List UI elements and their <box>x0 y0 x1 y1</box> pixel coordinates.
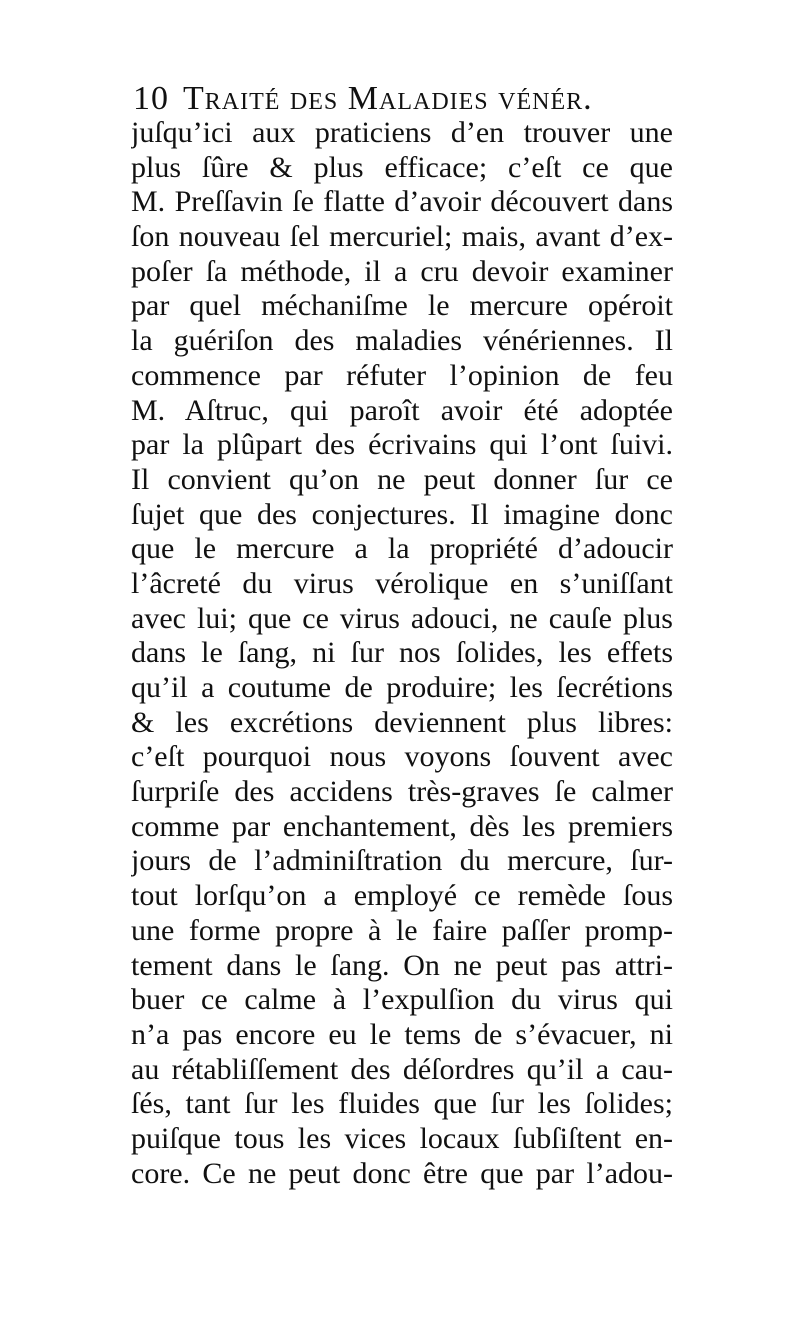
text-line: tement dans le ſang. On ne peut pas attri- <box>131 948 673 982</box>
text-line: c’eſt pourquoi nous voyons ſouvent avec <box>131 740 673 774</box>
text-line: ſon nouveau ſel mercuriel; mais, avant d’ex- <box>131 220 673 254</box>
text-line: Il convient qu’on ne peut donner ſur ce <box>131 462 673 496</box>
text-line: que le mercure a la propriété d’adoucir <box>131 532 673 566</box>
text-line: core. Ce ne peut donc être que par l’adou- <box>131 1156 673 1190</box>
text-line: commence par réfuter l’opinion de feu <box>131 358 673 392</box>
text-line: juſqu’ici aux praticiens d’en trouver une <box>131 116 673 149</box>
running-title: Traité des Maladies vénér. <box>183 80 593 117</box>
text-line: tout lorſqu’on a employé ce remède ſous <box>131 879 673 913</box>
text-line: l’âcreté du virus vérolique en s’uniſſant <box>131 566 673 600</box>
text-line: M. Aſtruc, qui paroît avoir été adoptée <box>131 393 673 427</box>
text-line: M. Preſſavin ſe flatte d’avoir découvert dans <box>131 185 673 219</box>
text-line: par quel méchaniſme le mercure opéroit <box>131 289 673 323</box>
text-line: poſer ſa méthode, il a cru devoir examiner <box>131 254 673 288</box>
page-number: 10 <box>133 80 169 117</box>
text-line: avec lui; que ce virus adouci, ne cauſe plus <box>131 601 673 635</box>
text-line: ſurpriſe des accidens très-graves ſe calmer <box>131 775 673 809</box>
text-line: une forme propre à le faire paſſer promp- <box>131 913 673 947</box>
text-line: la guériſon des maladies vénériennes. Il <box>131 324 673 358</box>
text-line: par la plûpart des écrivains qui l’ont ſuivi. <box>131 428 673 462</box>
text-line: puiſque tous les vices locaux ſubſiſtent en- <box>131 1121 673 1155</box>
text-line: plus ſûre & plus efficace; c’eſt ce que <box>131 150 673 184</box>
body-text <box>131 116 673 1191</box>
text-line: dans le ſang, ni ſur nos ſolides, les effets <box>131 636 673 670</box>
text-line: comme par enchantement, dès les premiers <box>131 809 673 843</box>
text-line: ſés, tant ſur les fluides que ſur les ſolides; <box>131 1087 673 1121</box>
text-line: ſujet que des conjectures. Il imagine donc <box>131 497 673 531</box>
text-line: & les excrétions deviennent plus libres: <box>131 705 673 739</box>
text-line: buer ce calme à l’expulſion du virus qui <box>131 983 673 1017</box>
text-line: n’a pas encore eu le tems de s’évacuer, ni <box>131 1017 673 1051</box>
text-line: jours de l’adminiſtration du mercure, ſur- <box>131 844 673 878</box>
text-line: qu’il a coutume de produire; les ſecrétions <box>131 671 673 704</box>
text-line: au rétabliſſement des déſordres qu’il a cau- <box>131 1052 673 1086</box>
